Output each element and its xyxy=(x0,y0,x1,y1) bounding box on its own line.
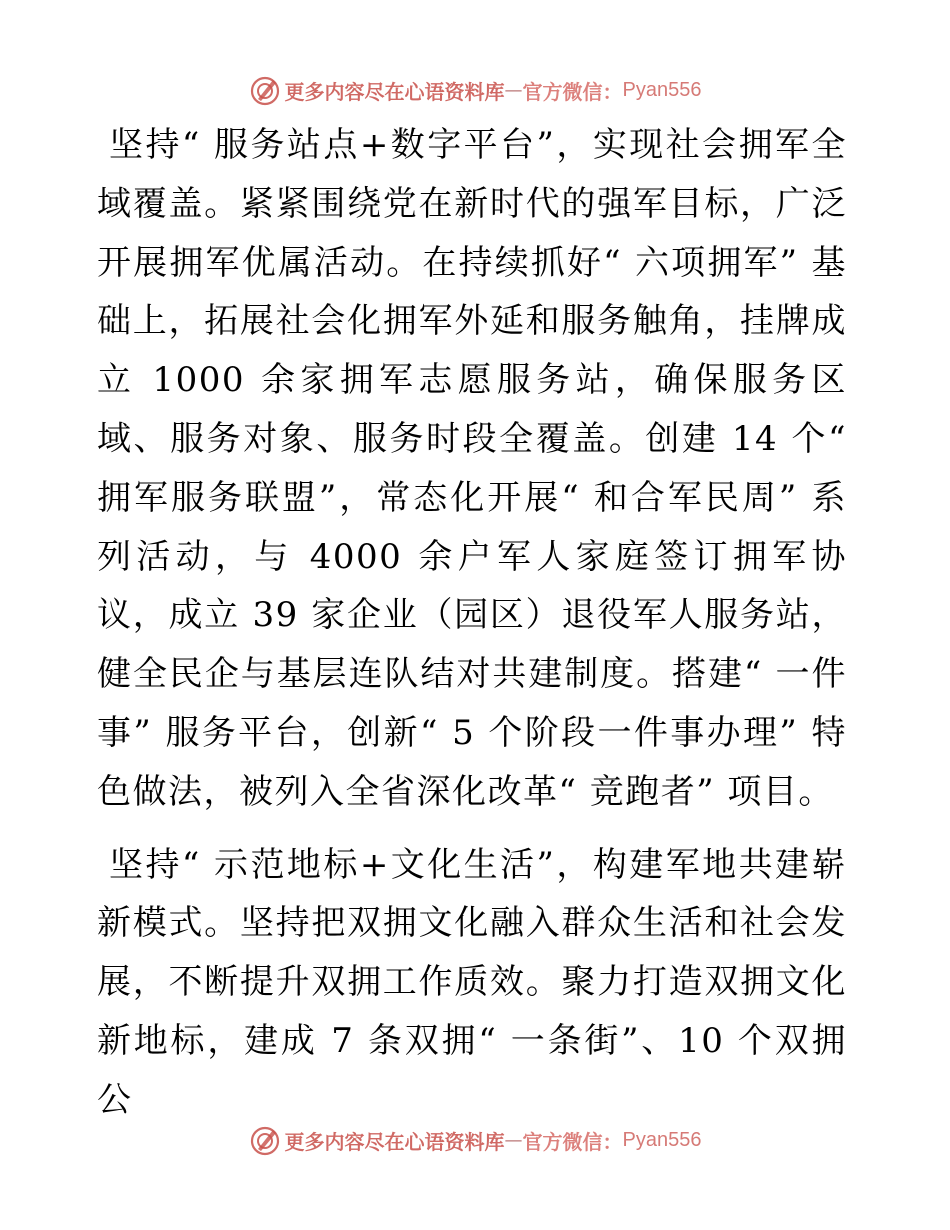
watermark-sub-text: 官方微信： xyxy=(522,1129,623,1154)
paragraph-1: 坚持“ 服务站点+数字平台”，实现社会拥军全域覆盖。紧紧围绕党在新时代的强军目标，广泛开展拥军优属活动。在持续抓好“ 六项拥军” 基础上，拓展社会化拥军外延和服务触角，挂牌成立 1000 余家拥军志愿服务站，确保服务区域、服务对象、服务时段全覆盖。创建 14 个“ 拥军服务联盟”，常态化开展“ 和合军民周” 系列活动，与 4000 余户军人家庭签订拥军协议，成立 39 家企业（园区）退役军人服务站，健全民企与基层连队结对共建制度。搭建“ 一件事” 服务平台，创新“ 5 个阶段一件事办理” 特色做法，被列入全省深化改革“ 竞跑者” 项目。 xyxy=(97,125,847,812)
watermark-id-text: Pyan556 xyxy=(622,78,702,101)
watermark-main-text: 更多内容尽在心语资料库 xyxy=(284,1129,505,1154)
document-body xyxy=(97,116,847,1130)
watermark-dash: — xyxy=(504,1129,523,1151)
paragraph-2: 坚持“ 示范地标+文化生活”，构建军地共建崭新模式。坚持把双拥文化融入群众生活和社会发展，不断提升双拥工作质效。聚力打造双拥文化新地标，建成 7 条双拥“ 一条街”、10 个双拥公 xyxy=(97,844,847,1120)
footer-watermark xyxy=(0,1120,950,1160)
watermark-sub-text: 官方微信： xyxy=(522,79,623,104)
watermark-logo-icon xyxy=(249,74,281,106)
watermark-dash: — xyxy=(504,79,523,101)
watermark-id-text: Pyan556 xyxy=(622,1128,702,1151)
header-watermark xyxy=(0,70,950,110)
watermark-main-text: 更多内容尽在心语资料库 xyxy=(284,79,505,104)
watermark-logo-icon xyxy=(249,1124,281,1156)
